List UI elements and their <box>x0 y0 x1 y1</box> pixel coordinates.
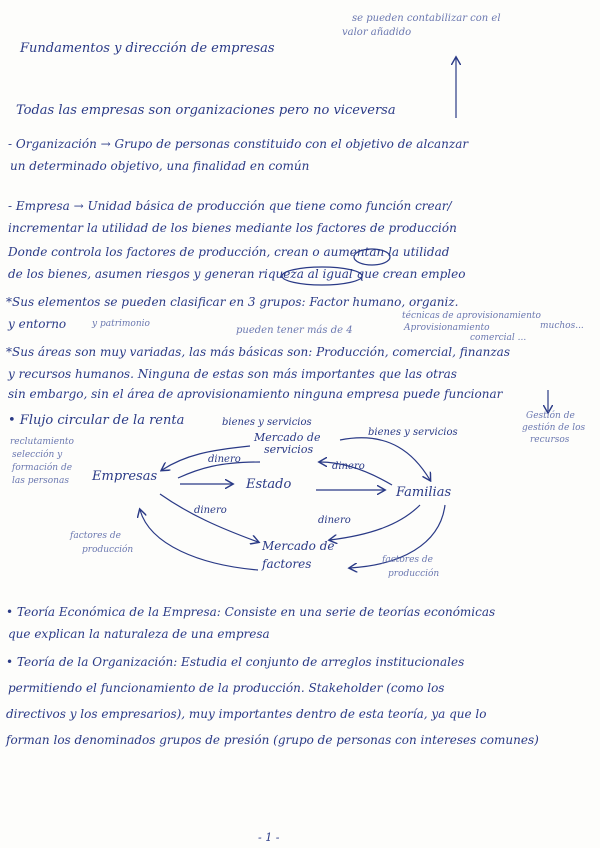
page-number: - 1 - <box>258 831 280 844</box>
elementos-line-2: y entorno <box>8 317 67 331</box>
label-dinero-left: dinero <box>208 454 241 465</box>
empresa-line-1: - Empresa → Unidad básica de producción que tiene como función crear/ <box>8 199 452 213</box>
mercado-factores-1: Mercado de <box>262 539 335 553</box>
reclutamiento-4: las personas <box>12 476 69 486</box>
mercado-servicios-1: Mercado de <box>254 431 321 444</box>
top-note-line-1: se pueden contabilizar con el <box>352 13 501 24</box>
label-dinero-bottom-right: dinero <box>318 515 351 526</box>
side-note-pueden-tener: pueden tener más de 4 <box>236 325 353 336</box>
intro-line: Todas las empresas son organizaciones pero no viceversa <box>16 103 396 118</box>
areas-line-1: *Sus áreas son muy variadas, las más básicas son: Producción, comercial, finanzas <box>6 345 510 359</box>
teoria-organizacion-2: permitiendo el funcionamiento de la producción. Stakeholder (como los <box>8 681 445 695</box>
page-title: Fundamentos y dirección de empresas <box>20 41 275 56</box>
elementos-line-1: *Sus elementos se pueden clasificar en 3 grupos: Factor humano, organiz. <box>6 295 459 309</box>
node-empresas: Empresas <box>92 469 158 484</box>
teoria-organizacion-3: directivos y los empresarios), muy importantes dentro de esta teoría, ya que lo <box>6 707 487 721</box>
mercado-servicios-2: servicios <box>264 443 314 456</box>
reclutamiento-3: formación de <box>12 463 73 473</box>
teoria-organizacion-4: forman los denominados grupos de presión (grupo de personas con intereses comunes) <box>6 733 539 747</box>
teoria-economica-1: • Teoría Económica de la Empresa: Consiste en una serie de teorías económicas <box>6 605 496 619</box>
organizacion-line-1: - Organización → Grupo de personas constituido con el objetivo de alcanzar <box>8 137 469 151</box>
areas-line-3: sin embargo, sin el área de aprovisionamiento ninguna empresa puede funcionar <box>8 387 503 401</box>
factores-right-2: producción <box>388 569 440 579</box>
teoria-economica-2: que explican la naturaleza de una empresa <box>8 627 270 641</box>
empresa-line-4: de los bienes, asumen riesgos y generan riqueza al igual que crean empleo <box>8 267 466 281</box>
areas-line-2: y recursos humanos. Ninguna de estas son más importantes que las otras <box>8 367 457 381</box>
arrow-mercado-to-familias <box>340 438 430 480</box>
gestion-note-3: recursos <box>530 435 570 445</box>
side-note-areas-3: comercial ... <box>470 333 527 343</box>
reclutamiento-1: reclutamiento <box>10 437 74 447</box>
organizacion-line-2: un determinado objetivo, una finalidad en común <box>10 159 310 173</box>
side-note-areas-1: técnicas de aprovisionamiento <box>402 311 541 321</box>
empresa-line-2: incrementar la utilidad de los bienes mediante los factores de producción <box>8 221 457 235</box>
elementos-small-note: y patrimonio <box>92 319 150 329</box>
mercado-factores-2: factores <box>262 557 312 571</box>
arrow-factores-to-empresas <box>140 510 258 570</box>
gestion-note-1: Gestión de <box>526 411 575 421</box>
flujo-title: • Flujo circular de la renta <box>8 413 185 428</box>
label-dinero-right: dinero <box>332 461 365 472</box>
gestion-note-2: gestión de los <box>522 423 586 433</box>
node-estado: Estado <box>246 477 292 492</box>
top-note-line-2: valor añadido <box>342 27 412 38</box>
factores-right-1: factores de <box>382 555 433 565</box>
empresa-line-3: Donde controla los factores de producción, crean o aumentan la utilidad <box>8 245 450 259</box>
label-bienes-right: bienes y servicios <box>368 427 458 438</box>
factores-left-1: factores de <box>70 531 121 541</box>
teoria-organizacion-1: • Teoría de la Organización: Estudia el conjunto de arreglos institucionales <box>6 655 465 669</box>
side-note-areas-4: muchos... <box>540 321 584 331</box>
node-familias: Familias <box>396 485 452 500</box>
factores-left-2: producción <box>82 545 134 555</box>
side-note-areas-2: Aprovisionamiento <box>404 323 490 333</box>
arrow-empresas-to-factores <box>160 494 258 542</box>
label-dinero-bottom-left: dinero <box>194 505 227 516</box>
reclutamiento-2: selección y <box>12 450 63 460</box>
label-bienes-top: bienes y servicios <box>222 417 312 428</box>
